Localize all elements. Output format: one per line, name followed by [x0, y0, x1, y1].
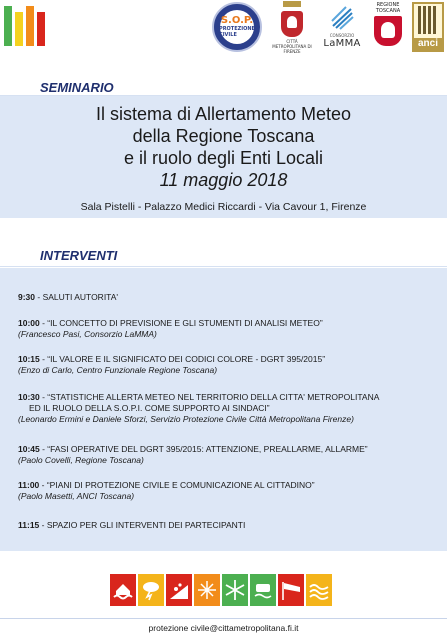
alert-level-bars — [4, 2, 52, 46]
storm-icon — [138, 574, 164, 606]
program-text: - “IL CONCETTO DI PREVISIONE E GLI STUMENTI DI ANALISI METEO” — [39, 318, 323, 328]
footer-rule — [0, 618, 447, 619]
tower-icon — [418, 6, 438, 34]
program-item — [18, 292, 438, 303]
sop-logo-label: S.O.P. — [220, 15, 254, 26]
program-text: - SPAZIO PER GLI INTERVENTI DEI PARTECIPANTI — [39, 520, 246, 530]
program-time: 10:15 — [18, 354, 40, 364]
crown-icon — [283, 1, 301, 7]
program-speaker: (Leonardo Ermini e Daniele Sforzi, Servizio Protezione Civile Città Metropolitana Firenze) — [18, 414, 354, 424]
sea-waves-icon — [306, 574, 332, 606]
landslide-icon — [166, 574, 192, 606]
risk-icons-row — [110, 574, 336, 606]
bar-red — [37, 12, 45, 46]
program-speaker: (Paolo Covelli, Regione Toscana) — [18, 455, 144, 465]
regione-toscana-text: REGIONE TOSCANA — [375, 2, 401, 14]
program-text: - “FASI OPERATIVE DEL DGRT 395/2015: ATTENZIONE, PREALLARME, ALLARME” — [39, 444, 368, 454]
seminar-title-line3: e il ruolo degli Enti Locali — [123, 148, 324, 168]
citta-metropolitana-logo — [272, 2, 312, 54]
program-time: 9:30 — [18, 292, 36, 302]
wind-sock-icon — [278, 574, 304, 606]
citta-metropolitana-text: CITTÀ METROPOLITANA DI FIRENZE — [272, 39, 312, 54]
bar-orange — [26, 6, 34, 46]
program-item — [18, 520, 438, 531]
program-speaker: (Francesco Pasi, Consorzio LaMMA) — [18, 329, 157, 339]
lamma-logo — [320, 2, 364, 49]
shield-icon — [281, 11, 303, 37]
seminar-title-line2: della Regione Toscana — [132, 126, 315, 146]
program-time: 11:15 — [18, 520, 40, 530]
seminar-venue: Sala Pistelli - Palazzo Medici Riccardi - Via Cavour 1, Firenze — [80, 201, 367, 213]
program-text: - SALUTI AUTORITA' — [35, 292, 119, 302]
interventi-label: INTERVENTI — [40, 248, 118, 263]
snow-icon — [222, 574, 248, 606]
lamma-mark-icon — [330, 6, 354, 30]
wind-icon — [194, 574, 220, 606]
sop-logo-sub: PROTEZIONE CIVILE — [219, 26, 255, 38]
flood-icon — [110, 574, 136, 606]
program-text-cont: ED IL RUOLO DELLA S.O.P.I. COME SUPPORTO AI SINDACI” — [29, 403, 270, 413]
anci-text: anci — [414, 38, 442, 50]
seminar-title-band — [0, 96, 447, 218]
seminar-date: 11 maggio 2018 — [159, 170, 288, 190]
sop-logo — [208, 2, 266, 54]
program-time: 10:45 — [18, 444, 40, 454]
seminar-title-line1: Il sistema di Allertamento Meteo — [95, 104, 352, 124]
program-item — [18, 480, 438, 502]
bar-green — [4, 6, 12, 46]
pegasus-shield-icon — [374, 16, 402, 46]
program-item — [18, 318, 438, 340]
program-text: - “STATISTICHE ALLERTA METEO NEL TERRITORIO DELLA CITTA' METROPOLITANA — [39, 392, 380, 402]
program-item — [18, 354, 438, 376]
program-item — [18, 444, 438, 466]
program-text: - “PIANI DI PROTEZIONE CIVILE E COMUNICAZIONE AL CITTADINO” — [39, 480, 315, 490]
program-band — [0, 268, 447, 551]
program-speaker: (Enzo di Carlo, Centro Funzionale Regione Toscana) — [18, 365, 218, 375]
bar-yellow — [15, 12, 23, 46]
program-time: 10:00 — [18, 318, 40, 328]
partner-logos — [208, 2, 444, 54]
anci-logo — [412, 2, 444, 52]
ice-road-icon — [250, 574, 276, 606]
program-time: 10:30 — [18, 392, 40, 402]
lamma-small-text: CONSORZIO — [329, 33, 355, 38]
interventi-rule — [0, 266, 447, 267]
program-speaker: (Paolo Masetti, ANCI Toscana) — [18, 491, 135, 501]
footer-email[interactable]: protezione civile@cittametropolitana.fi.it — [148, 623, 299, 633]
program-item — [18, 392, 438, 425]
regione-toscana-logo — [370, 2, 406, 46]
lamma-big-text: LaMMA — [323, 38, 361, 49]
seminar-label: SEMINARIO — [40, 80, 114, 95]
program-text: - “IL VALORE E IL SIGNIFICATO DEI CODICI COLORE - DGRT 395/2015” — [39, 354, 326, 364]
program-time: 11:00 — [18, 480, 40, 490]
